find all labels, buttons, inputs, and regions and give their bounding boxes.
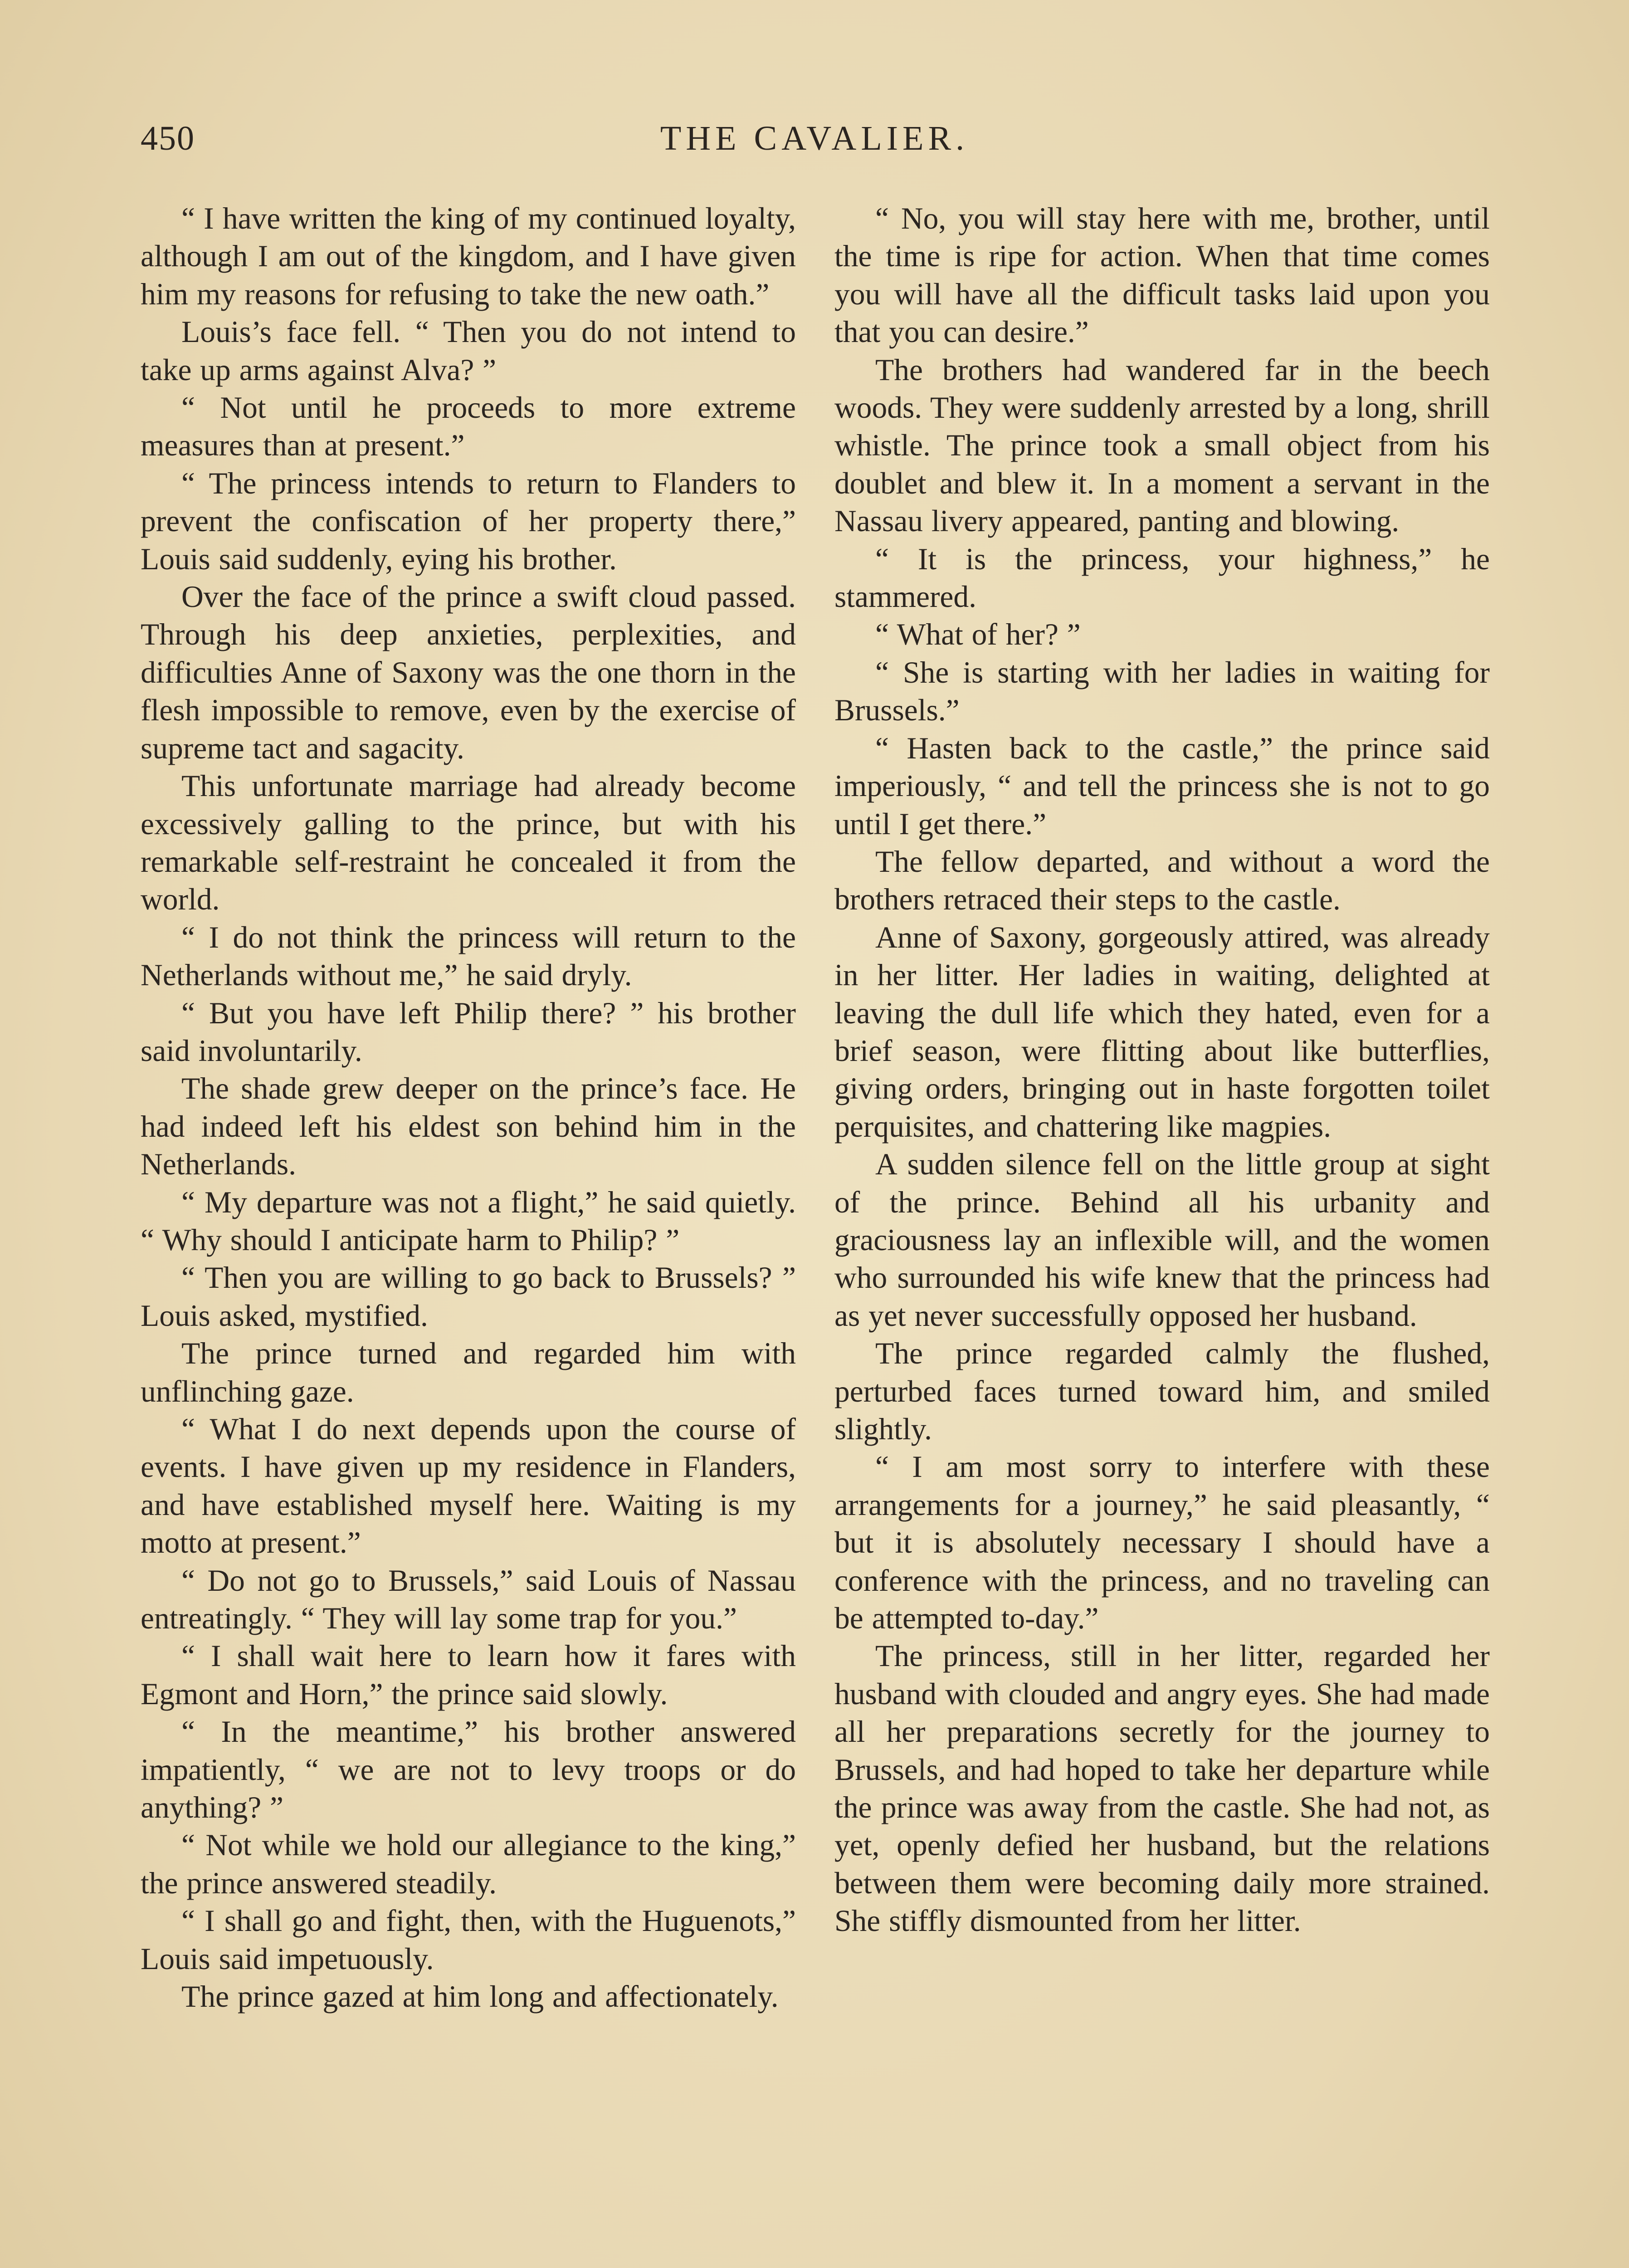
- paragraph: “ What of her? ”: [875, 617, 1081, 652]
- paragraph: “ I shall wait here to learn how it fares with Egmont and Horn,” the prince said slowly.: [141, 1639, 796, 1711]
- paragraph: The fellow departed, and without a word the brothers retraced their steps to the castle.: [834, 844, 1490, 917]
- paragraph: Anne of Saxony, gorgeously attired, was already in her litter. Her ladies in waiting, delighted at leaving the dull life which they hated, even for a brief season, were flitting about like butterflies, giving orders, bringing out in haste forgotten toilet perquisites, and chattering like magpies.: [834, 920, 1490, 1144]
- paragraph: Over the face of the prince a swift cloud passed. Through his deep anxieties, perplexities, and difficulties Anne of Saxony was the one thorn in the flesh impossible to remove, even by the exercise of supreme tact and sagacity.: [141, 580, 796, 765]
- paragraph: “ I shall go and fight, then, with the Huguenots,” Louis said impetuously.: [141, 1904, 796, 1976]
- paragraph: The shade grew deeper on the prince’s face. He had indeed left his eldest son behind him in the Netherlands.: [141, 1071, 796, 1182]
- paragraph: The brothers had wandered far in the beech woods. They were suddenly arrested by a long, shrill whistle. The prince took a small object from his doublet and blew it. In a moment a servant in the Nassau livery appeared, panting and blowing.: [834, 352, 1490, 538]
- paragraph: The princess, still in her litter, regarded her husband with clouded and angry eyes. She had made all her preparations secretly for the journey to Brussels, and had hoped to take her departure while the prince was away from the castle. She had not, as yet, openly defied her husband, but the relations between them were becoming daily more strained. She stiffly dismounted from her litter.: [834, 1639, 1490, 1938]
- paragraph: “ It is the princess, your highness,” he stammered.: [834, 542, 1490, 614]
- paragraph: “ I do not think the princess will return to the Netherlands without me,” he said dryly.: [141, 920, 796, 992]
- running-title: THE CAVALIER.: [660, 119, 969, 157]
- paragraph: “ She is starting with her ladies in waiting for Brussels.”: [834, 655, 1490, 728]
- paragraph: Louis’s face fell. “ Then you do not intend to take up arms against Alva? ”: [141, 315, 796, 387]
- paragraph: “ I am most sorry to interfere with these arrangements for a journey,” he said pleasantly, “ but it is absolutely necessary I should have a conference with the princess, and no traveling can be attempted to-day.”: [834, 1450, 1490, 1636]
- paragraph: This unfortunate marriage had already become excessively galling to the prince, but with his remarkable self-restraint he concealed it from the world.: [141, 769, 796, 917]
- paragraph: “ Not until he proceeds to more extreme measures than at present.”: [141, 391, 796, 463]
- paragraph: “ But you have left Philip there? ” his brother said involuntarily.: [141, 996, 796, 1068]
- paragraph: “ No, you will stay here with me, brother, until the time is ripe for action. When that time comes you will have all the difficult tasks laid upon you that you can desire.”: [834, 201, 1490, 349]
- paragraph: “ My departure was not a flight,” he said quietly. “ Why should I anticipate harm to Philip? ”: [141, 1185, 796, 1257]
- paragraph: The prince regarded calmly the flushed, perturbed faces turned toward him, and smiled slightly.: [834, 1336, 1490, 1446]
- page-header: [141, 119, 1488, 169]
- paragraph: A sudden silence fell on the little group at sight of the prince. Behind all his urbanity and graciousness lay an inflexible will, and the women who surrounded his wife knew that the princess had as yet never successfully opposed her husband.: [834, 1147, 1490, 1333]
- paragraph: “ Do not go to Brussels,” said Louis of Nassau entreatingly. “ They will lay some trap for you.”: [141, 1563, 796, 1636]
- paragraph: The prince gazed at him long and affectionately.: [181, 1980, 779, 2014]
- page-number: 450: [141, 119, 195, 157]
- left-column: [141, 200, 796, 2016]
- paragraph: “ I have written the king of my continued loyalty, although I am out of the kingdom, and I have given him my reasons for refusing to take the new oath.”: [141, 201, 796, 311]
- right-column: [834, 200, 1490, 1940]
- paragraph: “ In the meantime,” his brother answered impatiently, “ we are not to levy troops or do anything? ”: [141, 1715, 796, 1825]
- paragraph: The prince turned and regarded him with unflinching gaze.: [141, 1336, 796, 1408]
- paragraph: “ Hasten back to the castle,” the prince said imperiously, “ and tell the princess she is not to go until I get there.”: [834, 731, 1490, 841]
- paragraph: “ The princess intends to return to Flanders to prevent the confiscation of her property there,” Louis said suddenly, eying his brother.: [141, 466, 796, 576]
- paragraph: “ Then you are willing to go back to Brussels? ” Louis asked, mystified.: [141, 1261, 796, 1333]
- paragraph: “ Not while we hold our allegiance to the king,” the prince answered steadily.: [141, 1828, 796, 1900]
- paragraph: “ What I do next depends upon the course of events. I have given up my residence in Flanders, and have established myself here. Waiting is my motto at present.”: [141, 1412, 796, 1560]
